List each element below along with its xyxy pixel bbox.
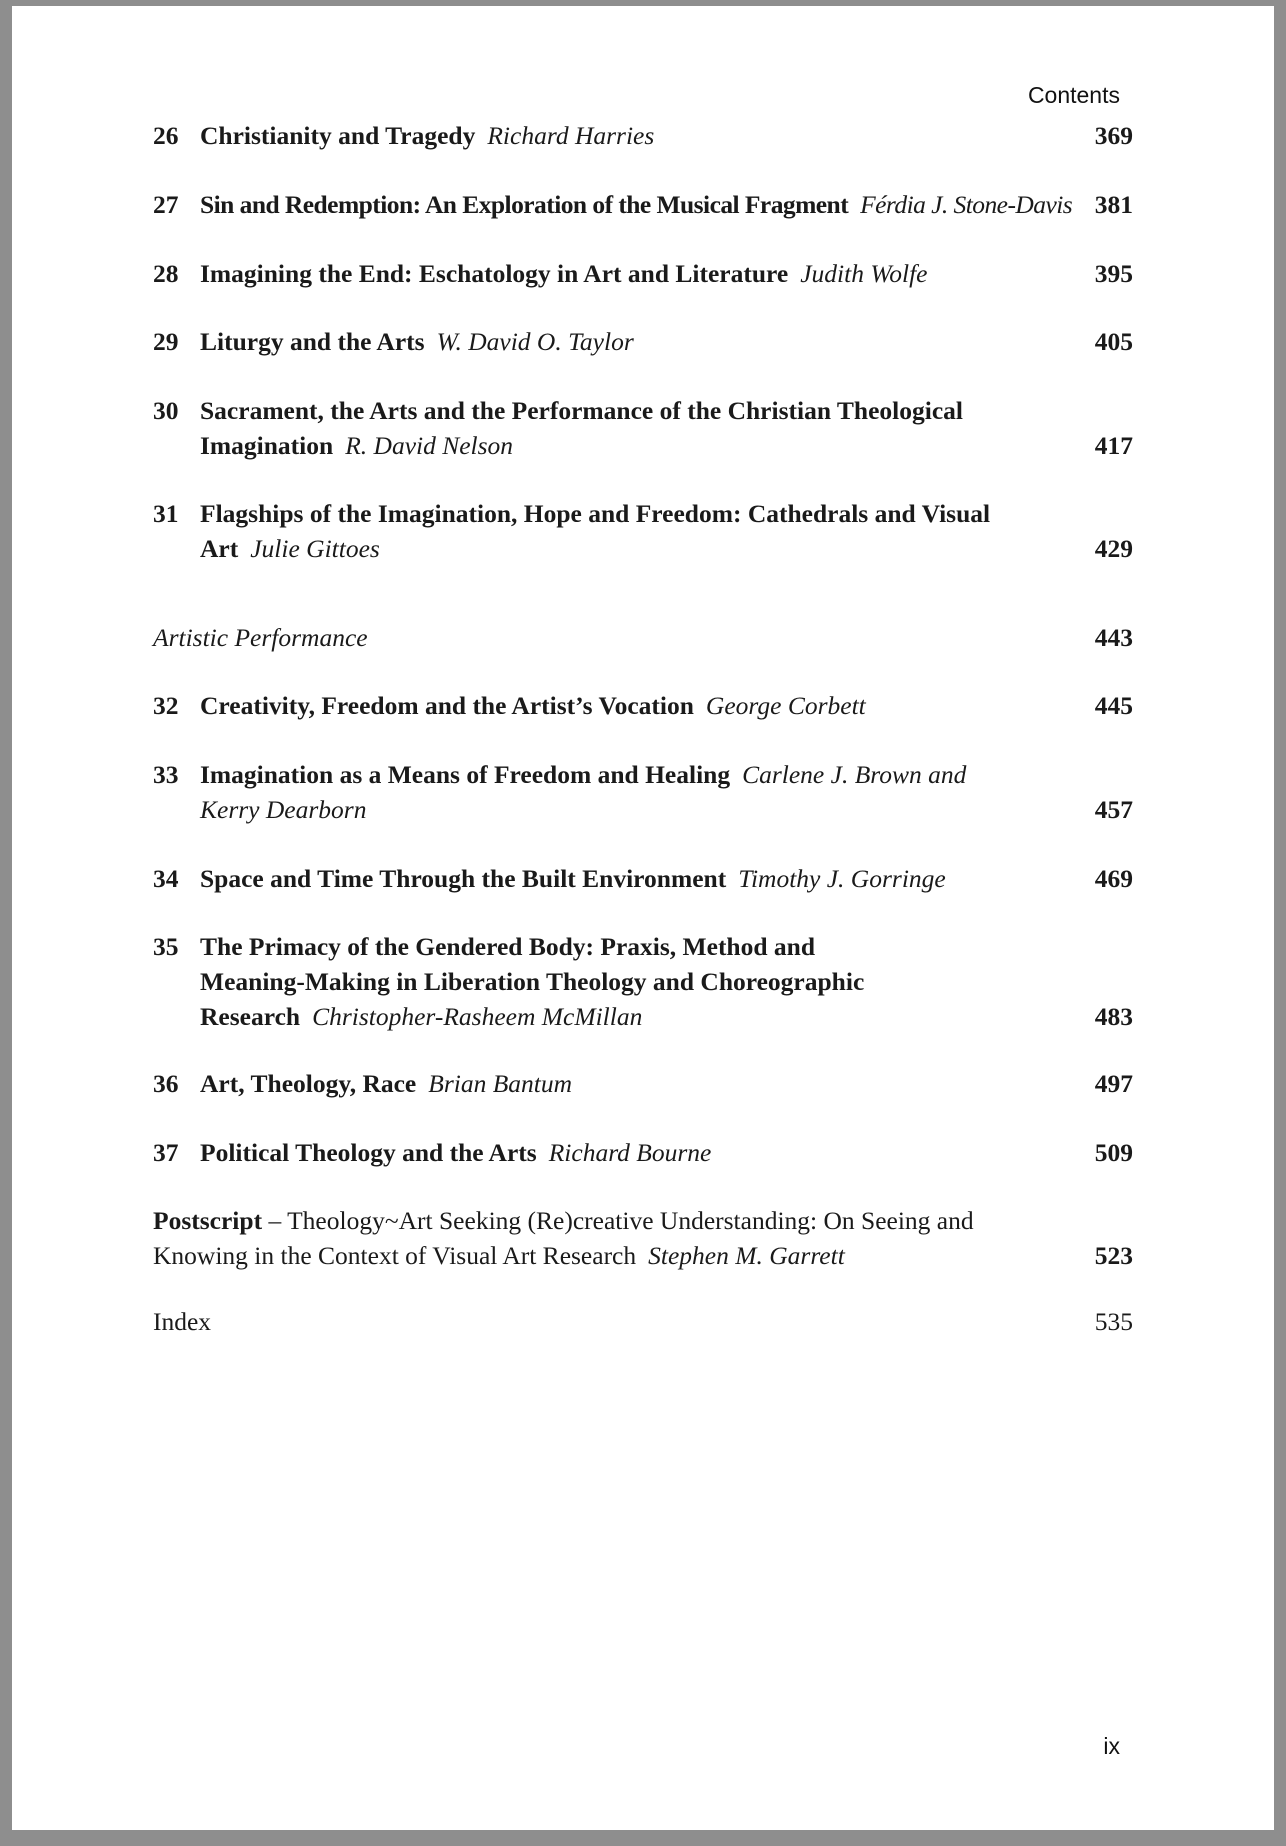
folio-page-number: ix <box>1103 1733 1120 1759</box>
chapter-author: Julie Gittoes <box>250 534 380 563</box>
chapter-number: 30 <box>153 396 179 425</box>
toc-postscript[interactable] <box>153 1203 1133 1273</box>
chapter-author: George Corbett <box>705 691 866 720</box>
chapter-author: Timothy J. Gorringe <box>738 864 946 893</box>
page-number: 469 <box>1094 864 1133 893</box>
table-of-contents <box>153 6 1133 1830</box>
toc-entry-35[interactable] <box>153 929 1133 1034</box>
toc-index[interactable] <box>153 1304 1133 1339</box>
toc-entry-34[interactable] <box>153 861 1133 896</box>
chapter-title: Imagination as a Means of Freedom and Healing <box>200 760 731 789</box>
toc-entry-31[interactable] <box>153 496 1133 566</box>
chapter-number: 29 <box>153 327 179 356</box>
page-number: 417 <box>1094 431 1133 460</box>
chapter-title: Liturgy and the Arts <box>200 327 425 356</box>
page-number: 395 <box>1094 259 1133 288</box>
toc-entry-29[interactable] <box>153 324 1133 359</box>
toc-section-artistic-performance[interactable] <box>153 620 1133 655</box>
chapter-number: 28 <box>153 259 179 288</box>
chapter-author: Férdia J. Stone-Davis <box>860 190 1073 219</box>
postscript-label: Postscript <box>153 1206 263 1235</box>
toc-entry-27[interactable] <box>153 187 1133 222</box>
chapter-number: 35 <box>153 932 179 961</box>
postscript-dash: – <box>262 1206 288 1235</box>
toc-entry-36[interactable] <box>153 1066 1133 1101</box>
chapter-title: Imagining the End: Eschatology in Art and Literature <box>200 259 789 288</box>
chapter-number: 31 <box>153 499 179 528</box>
chapter-number: 26 <box>153 121 179 150</box>
toc-entry-28[interactable] <box>153 256 1133 291</box>
chapter-author: Brian Bantum <box>428 1069 573 1098</box>
chapter-number: 34 <box>153 864 179 893</box>
page-number: 483 <box>1094 1002 1133 1031</box>
chapter-number: 32 <box>153 691 179 720</box>
toc-entry-33[interactable] <box>153 757 1133 827</box>
chapter-author: Richard Harries <box>487 121 655 150</box>
chapter-author: Richard Bourne <box>548 1138 712 1167</box>
chapter-title: Sacrament, the Arts and the Performance of the Christian Theological Imagination <box>200 396 964 460</box>
chapter-title: Political Theology and the Arts <box>200 1138 537 1167</box>
page-number: 523 <box>1094 1241 1133 1270</box>
page-number: 369 <box>1094 121 1133 150</box>
chapter-author: Christopher-Rasheem McMillan <box>312 1002 643 1031</box>
toc-entry-30[interactable] <box>153 393 1133 463</box>
page-number: 497 <box>1094 1069 1133 1098</box>
chapter-number: 37 <box>153 1138 179 1167</box>
book-page <box>12 6 1274 1830</box>
page-number: 381 <box>1094 190 1133 219</box>
chapter-title: Creativity, Freedom and the Artist’s Vocation <box>200 691 694 720</box>
chapter-author: W. David O. Taylor <box>436 327 634 356</box>
page-number: 429 <box>1094 534 1133 563</box>
page-number: 535 <box>1094 1307 1133 1336</box>
chapter-title: Space and Time Through the Built Environment <box>200 864 727 893</box>
chapter-title: The Primacy of the Gendered Body: Praxis, Method and Meaning-Making in Liberation Theology and Choreographic Research <box>200 932 865 1031</box>
running-head: Contents <box>1027 82 1120 108</box>
page-number: 443 <box>1094 623 1133 652</box>
chapter-number: 36 <box>153 1069 179 1098</box>
page-number: 509 <box>1094 1138 1133 1167</box>
chapter-number: 27 <box>153 190 179 219</box>
postscript-author: Stephen M. Garrett <box>648 1241 845 1270</box>
index-label: Index <box>153 1307 212 1336</box>
page-number: 457 <box>1094 795 1133 824</box>
toc-entry-37[interactable] <box>153 1135 1133 1170</box>
section-heading: Artistic Performance <box>153 623 368 652</box>
page-number: 405 <box>1094 327 1133 356</box>
chapter-author: R. David Nelson <box>345 431 514 460</box>
chapter-title: Art, Theology, Race <box>200 1069 417 1098</box>
chapter-title: Christianity and Tragedy <box>200 121 476 150</box>
chapter-title: Flagships of the Imagination, Hope and Freedom: Cathedrals and Visual Art <box>200 499 991 563</box>
chapter-title: Sin and Redemption: An Exploration of the Musical Fragment <box>200 190 849 219</box>
postscript-title: Theology~Art Seeking (Re)creative Understanding: On Seeing and Knowing in the Context of Visual Art Research <box>153 1206 974 1270</box>
chapter-number: 33 <box>153 760 179 789</box>
chapter-author: Carlene J. Brown and Kerry Dearborn <box>200 760 967 824</box>
toc-entry-26[interactable] <box>153 118 1133 153</box>
toc-entry-32[interactable] <box>153 688 1133 723</box>
chapter-author: Judith Wolfe <box>800 259 928 288</box>
page-number: 445 <box>1094 691 1133 720</box>
